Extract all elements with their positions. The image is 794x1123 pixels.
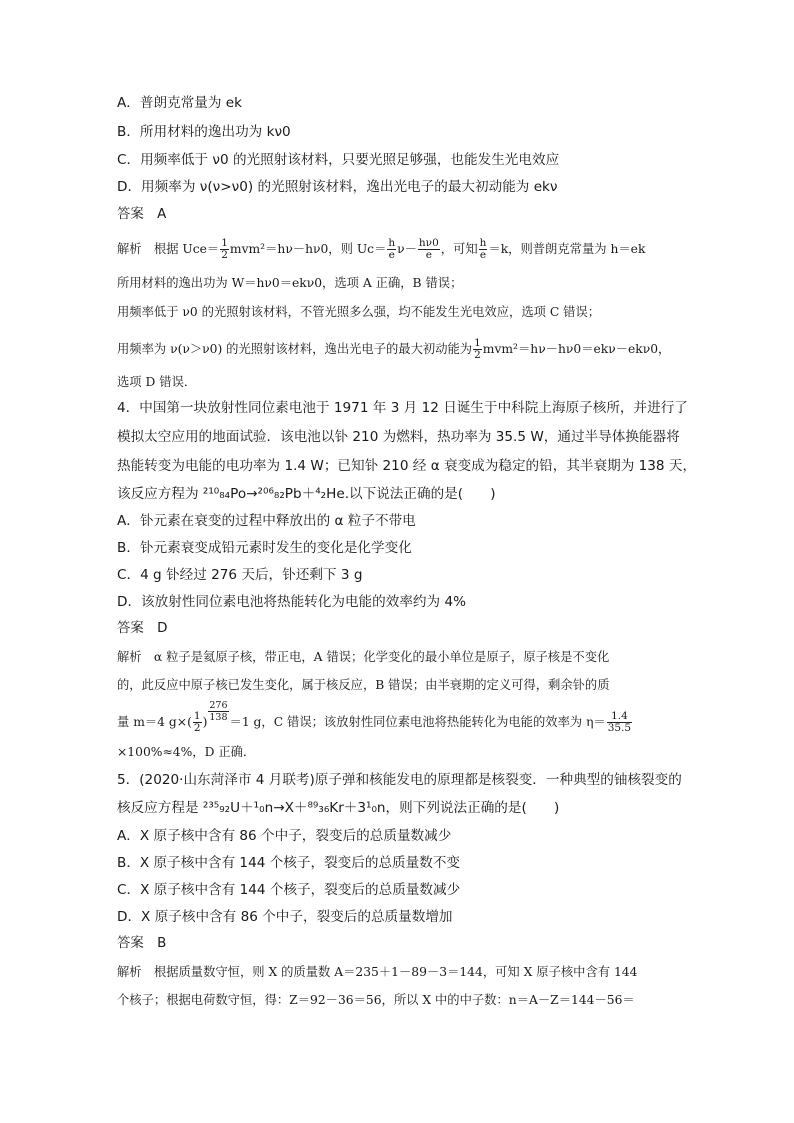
q4-option-c: C．4 g 钋经过 276 天后，钋还剩下 3 g bbox=[117, 567, 363, 583]
q3-option-b: B．所用材料的逸出功为 kν0 bbox=[117, 124, 291, 140]
q4-option-a: A．钋元素在衰变的过程中释放出的 α 粒子不带电 bbox=[117, 513, 416, 529]
q5-answer: 答案 B bbox=[117, 936, 167, 951]
q3-option-c: C．用频率低于 ν0 的光照射该材料，只要光照足够强，也能发生光电效应 bbox=[117, 152, 560, 168]
q4-answer: 答案 D bbox=[117, 621, 168, 636]
q4-stem-line-4: 该反应方程为 ²¹⁰₈₄Po→²⁰⁶₈₂Pb＋⁴₂He.以下说法正确的是( ) bbox=[117, 486, 496, 502]
q4-stem-line-3: 热能转变为电能的电功率为 1.4 W；已知钋 210 经 α 衰变成为稳定的铅，其半衰期为 138 天， bbox=[117, 458, 697, 474]
fraction: $\frac{1}{2}$ bbox=[193, 710, 201, 734]
q4-option-b: B．钋元素衰变成铅元素时发生的变化是化学变化 bbox=[117, 540, 412, 556]
q5-option-a: A．X 原子核中含有 86 个中子，裂变后的总质量数减少 bbox=[117, 828, 452, 844]
q3-explanation-line-5: 选项 D 错误． bbox=[117, 375, 197, 389]
q5-option-c: C．X 原子核中含有 144 个核子，裂变后的总质量数减少 bbox=[117, 882, 461, 898]
q4-explanation-line-2: 的，此反应中原子核已发生变化，属于核反应，B 错误；由半衰期的定义可得，剩余钋的质 bbox=[117, 678, 610, 692]
q3-option-a: A．普朗克常量为 ek bbox=[117, 95, 243, 111]
fraction: $\frac{h}{e}$ bbox=[479, 237, 487, 261]
q4-explanation-line-1: 解析 α 粒子是氦原子核，带正电，A 错误；化学变化的最小单位是原子，原子核是不变化 bbox=[117, 650, 610, 664]
q3-answer: 答案 A bbox=[117, 207, 167, 222]
q3-explanation-line-4: 用频率为 ν(ν＞ν0) 的光照射该材料，逸出光电子的最大初动能为 $\frac{1}{2}$ mvm²＝hν－hν0＝ekν－ekν0， bbox=[117, 337, 671, 361]
q5-explanation-line-2: 个核子；根据电荷数守恒，得：Z＝92－36＝56，所以 X 中的中子数：n＝A－Z＝144－56＝ bbox=[117, 993, 635, 1007]
fraction-exponent: $\frac{276}{138}$ bbox=[209, 700, 228, 723]
fraction: $\frac{1.4}{35.5}$ bbox=[607, 710, 632, 734]
q3-explanation-line-3: 用频率低于 ν0 的光照射该材料，不管光照多么强，均不能发生光电效应，选项 C 错误； bbox=[117, 305, 601, 319]
q5-explanation-line-1: 解析 根据质量数守恒，则 X 的质量数 A＝235＋1－89－3＝144，可知 X 原子核中含有 144 bbox=[117, 965, 638, 979]
q4-stem-line-1: 4．中国第一块放射性同位素电池于 1971 年 3 月 12 日诞生于中科院上海原子核所，并进行了 bbox=[117, 400, 688, 416]
fraction: $\frac{h}{e}$ bbox=[388, 237, 396, 261]
q5-stem-line-1: 5．(2020·山东菏泽市 4 月联考)原子弹和核能发电的原理都是核裂变．一种典型的铀核裂变的 bbox=[117, 772, 682, 788]
q5-stem-line-2: 核反应方程是 ²³⁵₉₂U＋¹₀n→X＋⁸⁹₃₆Kr＋3¹₀n，则下列说法正确的是( ) bbox=[117, 800, 560, 816]
q4-explanation-line-4: ×100%≈4%，D 正确． bbox=[117, 745, 256, 759]
fraction: $\frac{h\nu 0}{e}$ bbox=[418, 237, 439, 261]
q4-explanation-line-3: 量 m＝4 g×( $\frac{1}{2}$ ) $\frac{276}{138}$ ＝1 g，C 错误；该放射性同位素电池将热能转化为电能的效率为 η＝ $\frac{1.4}{35.5}$ bbox=[117, 700, 632, 734]
q3-explanation-line-1: 解析 根据 Uce＝ $\frac{1}{2}$ mvm²＝hν－hν0，则 Uc＝ $\frac{h}{e}$ ν－ $\frac{h\nu 0}{e}$ ，可知 $\frac{h}{e}$ ＝k，则普朗克常量为 h＝ek bbox=[117, 237, 646, 261]
q5-option-b: B．X 原子核中含有 144 个核子，裂变后的总质量数不变 bbox=[117, 855, 461, 871]
q3-option-d: D．用频率为 ν(ν>ν0) 的光照射该材料，逸出光电子的最大初动能为 ekν bbox=[117, 179, 558, 195]
fraction: $\frac{1}{2}$ bbox=[221, 237, 228, 261]
q5-option-d: D．X 原子核中含有 86 个中子，裂变后的总质量数增加 bbox=[117, 909, 453, 925]
q3-explanation-line-2: 所用材料的逸出功为 W＝hν0＝ekν0，选项 A 正确，B 错误； bbox=[117, 276, 463, 290]
fraction: $\frac{1}{2}$ bbox=[474, 337, 481, 361]
q4-stem-line-2: 模拟太空应用的地面试验．该电池以钋 210 为燃料，热功率为 35.5 W，通过半导体换能器将 bbox=[117, 429, 680, 445]
q4-option-d: D．该放射性同位素电池将热能转化为电能的效率约为 4% bbox=[117, 594, 467, 610]
